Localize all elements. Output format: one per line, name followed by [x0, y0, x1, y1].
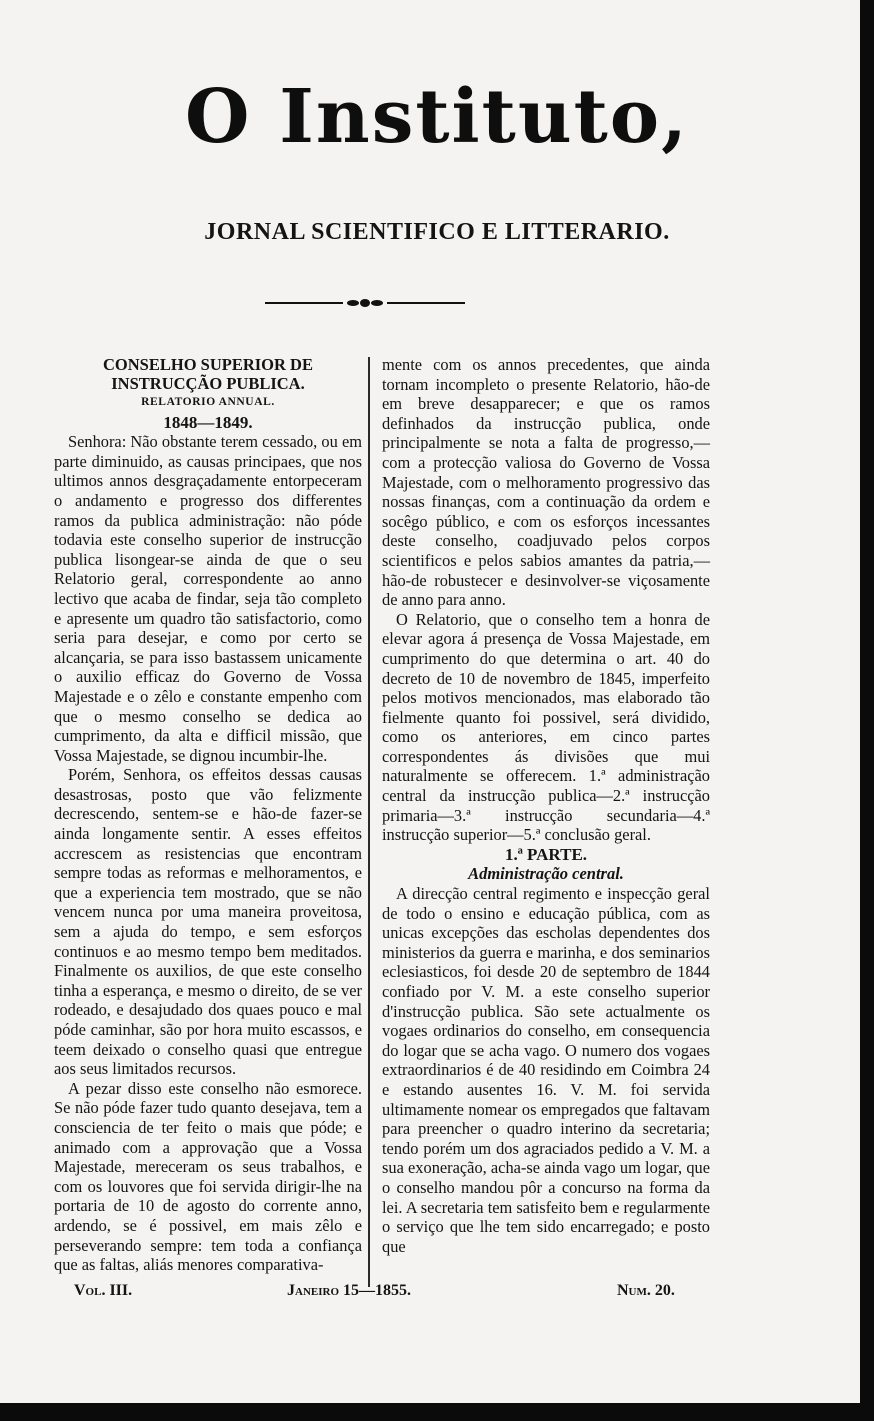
footer-number: Num. 20.: [617, 1282, 675, 1299]
paragraph: A direcção central regimento e inspecção geral de todo o ensino e educação pública, com as unicas excepções das escholas dependentes dos ministerios da guerra e marinha, e dos seminarios eclesiasticos, foi desde 20 de septembro de 1844 confiado por V. M. a este conselho superior d'instrucção publica. São sete actualmente os vogaes ordinarios do conselho, em consequencia do logar que se acha vago. O numero dos vogaes extraordinarios é de 40 residindo em Coimbra 24 e estando ausentes 16. V. M. foi servida ultimamente nomear os empregados que faltavam para preencher o quadro interino da secretaria; tendo porém um dos agraciados pedido a V. M. a sua exoneração, acha-se ainda vago um logar, que o conselho mandou pôr a concurso na forma da lei. A secretaria tem satisfeito bem e regularmente o serviço que lhe tem sido encarregado; e posto que: [382, 884, 710, 1256]
paragraph: O Relatorio, que o conselho tem a honra de elevar agora á presença de Vossa Majestade, em cumprimento do que determina o art. 40 do decreto de 10 de novembro de 1845, imperfeito pelos motivos mencionados, mas elaborado tão fielmente quanto foi possivel, será dividido, como os anteriores, em cinco partes correspondentes ás divisões que mui naturalmente se offerecem. 1.ª administração central da instrucção publica—2.ª instrucção primaria—3.ª instrucção secundaria—4.ª instrucção superior—5.ª conclusão geral.: [382, 609, 710, 845]
report-years: 1848—1849.: [163, 412, 253, 432]
page-footer: [0, 1282, 874, 1306]
masthead-title: O Instituto,: [185, 74, 689, 160]
paragraph: Senhora: Não obstante terem cessado, ou em parte diminuido, as causas principaes, que nos ultimos annos desgraçadamente entorpeceram o andamento e progresso dos differentes ramos da publica administração: não póde todavia este conselho superior de instrucção publica lisongear-se ainda de que o seu Relatorio geral, correspondente ao anno lectivo que acaba de findar, seja tão completo e apresente um quadro tão satisfactorio, como seria para desejar, e como por certo se alcançaria, se para isso bastassem unicamente o auxilio efficaz do Governo de Vossa Majestade e o zêlo e constante empenho com que o mesmo conselho se dedica ao cumprimento, da alta e difficil missão, que Vossa Majestade, se dignou incumbir-lhe.: [54, 432, 362, 765]
section-title: CONSELHO SUPERIOR DE INSTRUCÇÃO PUBLICA.: [103, 355, 313, 393]
footer-volume: Vol. III.: [74, 1282, 133, 1299]
left-column: [54, 355, 362, 1275]
footer-date: Janeiro 15—1855.: [287, 1282, 412, 1299]
part-heading: 1.ª PARTE.: [504, 844, 588, 864]
ornament-rule: [265, 297, 465, 309]
column-divider: [368, 357, 370, 1287]
right-column: [382, 355, 710, 1256]
paragraph: A pezar disso este conselho não esmorece. Se não póde fazer tudo quanto desejava, tem a consciencia de ter feito o mais que póde; e animado com a approvação que a Vossa Majestade, mereceram os seus trabalhos, e com os louvores que foi servida dirigir-lhe na portaria de 10 de agosto do corrente anno, ardendo, se é possivel, em mais zêlo e perseverando sempre: tem toda a confiança que as faltas, aliás menores comparativa-: [54, 1078, 362, 1275]
paragraph: Porém, Senhora, os effeitos dessas causas desastrosas, posto que vão felizmente decrescendo, sentem-se e hão-de fazer-se ainda longamente sentir. A esses effeitos accrescem as resistencias que encontram sempre todas as reformas e melhoramentos, e que a experiencia tem mostrado, que se não vencem nunca por uma maneira proveitosa, sem a ajuda do tempo, e sem esforços continuos e ao mesmo tempo bem meditados. Finalmente os auxilios, de que este conselho tinha a esperança, e mesmo o direito, de se ver rodeado, e desajudado dos quaes pouco e mal póde caminhar, são por hora muito escassos, e teem deixado o conselho quasi que entregue aos seus limitados recursos.: [54, 765, 362, 1079]
scan-border-right: [860, 0, 874, 1421]
paragraph: mente com os annos precedentes, que ainda tornam incompleto o presente Relatorio, hão-de em breve desapparecer; e que os ramos definhados da instrucção publica, onde principalmente se nota a falta de progresso,—com a protecção valiosa do Governo de Vossa Majestade, com o melhoramento progressivo das nossas finanças, com a continuação da ordem e socêgo público, e com os esforços incessantes deste conselho, coadjuvado pelos corpos scientificos e pelos sabios amantes da patria,—hão-de robustecer e desinvolver-se viçosamente de anno para anno.: [382, 355, 710, 610]
masthead-subtitle: JORNAL SCIENTIFICO E LITTERARIO.: [204, 219, 670, 245]
scan-border-bottom: [0, 1403, 874, 1421]
part-subheading: Administração central.: [468, 864, 624, 884]
report-label: RELATORIO ANNUAL.: [141, 396, 275, 408]
